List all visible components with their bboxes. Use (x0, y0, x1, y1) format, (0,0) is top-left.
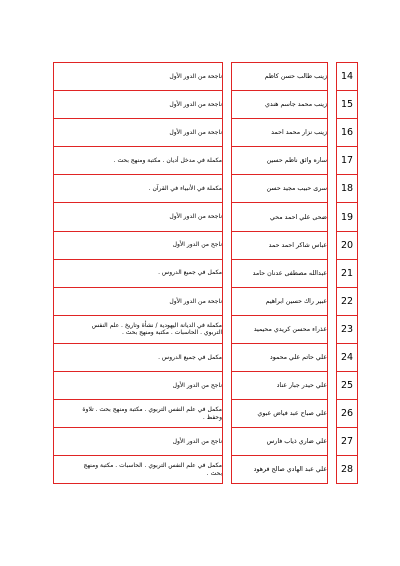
result-cell (54, 428, 223, 456)
table-row (54, 203, 358, 231)
table-row (54, 147, 358, 175)
result-text: ناجحة من الدور الأول (169, 100, 222, 108)
student-name-cell: سرى حبيب مجيد حسن (232, 175, 328, 203)
result-cell (54, 175, 223, 203)
row-number-cell: 19 (337, 203, 358, 231)
result-cell (54, 119, 223, 147)
result-cell (54, 343, 223, 371)
row-number-cell: 25 (337, 372, 358, 400)
result-text: مكمل في علم النفس التربوي . الحاسبات . مكتبة ومنهج (83, 462, 222, 470)
column-gap (328, 147, 337, 175)
row-number-cell: 14 (337, 63, 358, 91)
result-text: ناجحة من الدور الأول (169, 213, 222, 221)
result-cell (54, 400, 223, 428)
student-name-cell: عبدالله مصطفى عدنان حامد (232, 259, 328, 287)
column-gap (328, 400, 337, 428)
row-number-cell: 22 (337, 287, 358, 315)
result-text: ناجحة من الدور الأول (169, 297, 222, 305)
column-gap (223, 372, 232, 400)
result-text: ناجح من الدور الأول (172, 241, 222, 249)
student-name-cell: علي صباح عبد فياض عبوي (232, 400, 328, 428)
table-row (54, 119, 358, 147)
table-row (54, 63, 358, 91)
column-gap (328, 428, 337, 456)
row-number-cell: 20 (337, 231, 358, 259)
table-row (54, 372, 358, 400)
table-row (54, 456, 358, 484)
table-row (54, 287, 358, 315)
row-number-cell: 15 (337, 91, 358, 119)
column-gap (223, 63, 232, 91)
student-name-cell: ساره وائق ناظم حسين (232, 147, 328, 175)
result-cell (54, 259, 223, 287)
column-gap (328, 203, 337, 231)
result-text: بحث . (206, 469, 222, 477)
column-gap (223, 147, 232, 175)
column-gap (223, 343, 232, 371)
column-gap (328, 91, 337, 119)
result-cell (54, 203, 223, 231)
student-name-cell: زينب طالب حسن كاظم (232, 63, 328, 91)
student-name-cell: عباس شاكر احمد حمد (232, 231, 328, 259)
student-name-cell: ضحى علي احمد محي (232, 203, 328, 231)
result-cell (54, 287, 223, 315)
column-gap (328, 315, 337, 343)
result-text: مكمل في علم النفس التربوي . مكتبة ومنهج بحث . تلاوة (82, 406, 222, 414)
student-name-cell: زينب نزار محمد احمد (232, 119, 328, 147)
result-cell (54, 63, 223, 91)
student-name-cell: علي ضاري ذياب فارس (232, 428, 328, 456)
result-text: مكملة في الأنبياء في القرآن . (148, 185, 222, 193)
student-name-cell: عذراء محسن كريدي محيميد (232, 315, 328, 343)
row-number-cell: 26 (337, 400, 358, 428)
table-row (54, 343, 358, 371)
column-gap (328, 287, 337, 315)
table-row (54, 91, 358, 119)
result-text: مكمل في جميع الدروس . (158, 353, 222, 361)
row-number-cell: 18 (337, 175, 358, 203)
result-text: ناجح من الدور الأول (172, 381, 222, 389)
column-gap (223, 175, 232, 203)
result-cell (54, 91, 223, 119)
column-gap (223, 400, 232, 428)
column-gap (328, 119, 337, 147)
row-number-cell: 21 (337, 259, 358, 287)
result-text: ناجحة من الدور الأول (169, 128, 222, 136)
result-cell (54, 147, 223, 175)
table-row (54, 231, 358, 259)
result-cell (54, 372, 223, 400)
column-gap (328, 343, 337, 371)
result-text: ناجحة من الدور الأول (169, 72, 222, 80)
column-gap (223, 119, 232, 147)
result-text: وحفظ . (202, 413, 222, 421)
column-gap (223, 315, 232, 343)
student-name-cell: علي حيدر جبار عناد (232, 372, 328, 400)
student-results-table (53, 62, 358, 484)
table-row (54, 400, 358, 428)
table-row (54, 175, 358, 203)
column-gap (223, 259, 232, 287)
column-gap (328, 63, 337, 91)
student-name-cell: عبير راك حسين ابراهيم (232, 287, 328, 315)
row-number-cell: 16 (337, 119, 358, 147)
column-gap (223, 456, 232, 484)
column-gap (328, 372, 337, 400)
column-gap (223, 203, 232, 231)
student-name-cell: علي حاتم علي محمود (232, 343, 328, 371)
result-cell (54, 231, 223, 259)
column-gap (223, 287, 232, 315)
row-number-cell: 24 (337, 343, 358, 371)
result-cell (54, 315, 223, 343)
result-text: التربوي . الحاسبات . مكتبة ومنهج بحث . (121, 329, 222, 337)
row-number-cell: 28 (337, 456, 358, 484)
result-text: ناجح من الدور الأول (172, 438, 222, 446)
column-gap (328, 231, 337, 259)
table-body (54, 63, 358, 484)
column-gap (223, 231, 232, 259)
column-gap (223, 428, 232, 456)
result-cell (54, 456, 223, 484)
column-gap (328, 259, 337, 287)
table-row (54, 259, 358, 287)
row-number-cell: 27 (337, 428, 358, 456)
table-row (54, 315, 358, 343)
result-text: مكملة في مدخل أديان . مكتبة ومنهج بحث . (113, 157, 222, 165)
column-gap (223, 91, 232, 119)
student-name-cell: علي عبد الهادي صالح فرهود (232, 456, 328, 484)
table-row (54, 428, 358, 456)
row-number-cell: 23 (337, 315, 358, 343)
column-gap (328, 456, 337, 484)
row-number-cell: 17 (337, 147, 358, 175)
result-text: مكملة في الديانة اليهودية / نشأة وتاريخ . علم النفس (91, 321, 222, 329)
column-gap (328, 175, 337, 203)
result-text: مكمل في جميع الدروس . (158, 269, 222, 277)
student-name-cell: زينب محمد جاسم هندي (232, 91, 328, 119)
